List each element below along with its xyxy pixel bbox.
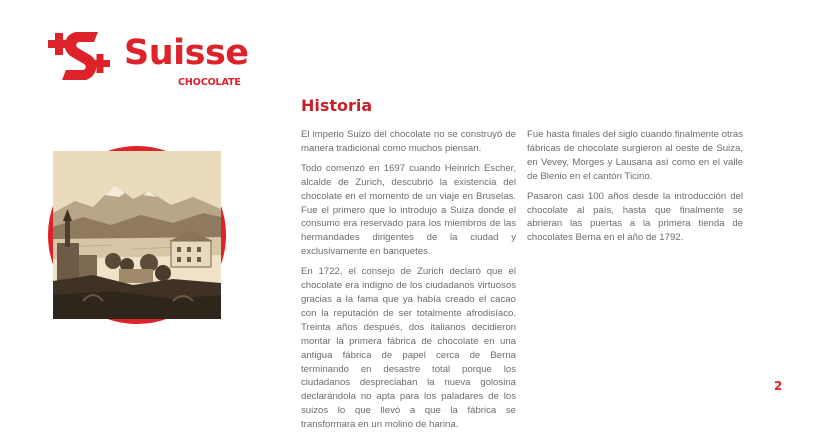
- brand-tagline: CHOCOLATE: [178, 77, 241, 88]
- paragraph-factories: Fue hasta finales del siglo cuando finalmente otras fábricas de chocolate surgieron al oeste de Suiza, en Vevey, Morges y Lausana así como en el valle de Blenio en el cantón Ticino.: [527, 129, 743, 182]
- landscape-illustration: [53, 151, 221, 319]
- text-column-left: [301, 128, 516, 438]
- brand-logo: [46, 30, 249, 92]
- brand-name: Suisse: [124, 33, 249, 73]
- paragraph-intro: El imperio Suizo del chocolate no se construyó de manera tradicional como muchos piensan.: [301, 129, 516, 154]
- engraving-image: [48, 146, 226, 324]
- page-number: 2: [774, 379, 783, 393]
- paragraph-escher: Todo comenzó en 1697 cuando Heinrich Escher, alcalde de Zurich, descubrió la existencia del chocolate en el momento de un viaje en Bruselas. Fue el primero que lo introdujo a Suiza donde el consumo era reservado para los miembros de las hermandades dirigentes de la ciudad y exclusivamente en banquetes.: [301, 162, 516, 258]
- paragraph-first-shop: Pasaron casi 100 años desde la introducción del chocolate al país, hasta que finalmente se abrieran las puertas a la primera tienda de chocolates Berna en el año de 1792.: [527, 190, 743, 244]
- text-column-right: [527, 128, 743, 251]
- paragraph-1722: En 1722, el consejo de Zurich declaró que el chocolate era indigno de los ciudadanos virtuosos gracias a la fama que ya había creado el cacao con la reputación de ser totalmente afrodisíaco. Treinta años después, dos italianos decidieron montar la primera fábrica de chocolate en una antigua fábrica de papel cerca de Berna terminando en desastre total porque los ciudadanos despreciaban la nueva golosina declarándola no apta para los paladares de los suizos lo que llevó a que la fábrica se transformara en un molino de harina.: [301, 266, 516, 431]
- section-title: Historia: [301, 96, 373, 115]
- logo-s-cross-icon: [46, 30, 112, 82]
